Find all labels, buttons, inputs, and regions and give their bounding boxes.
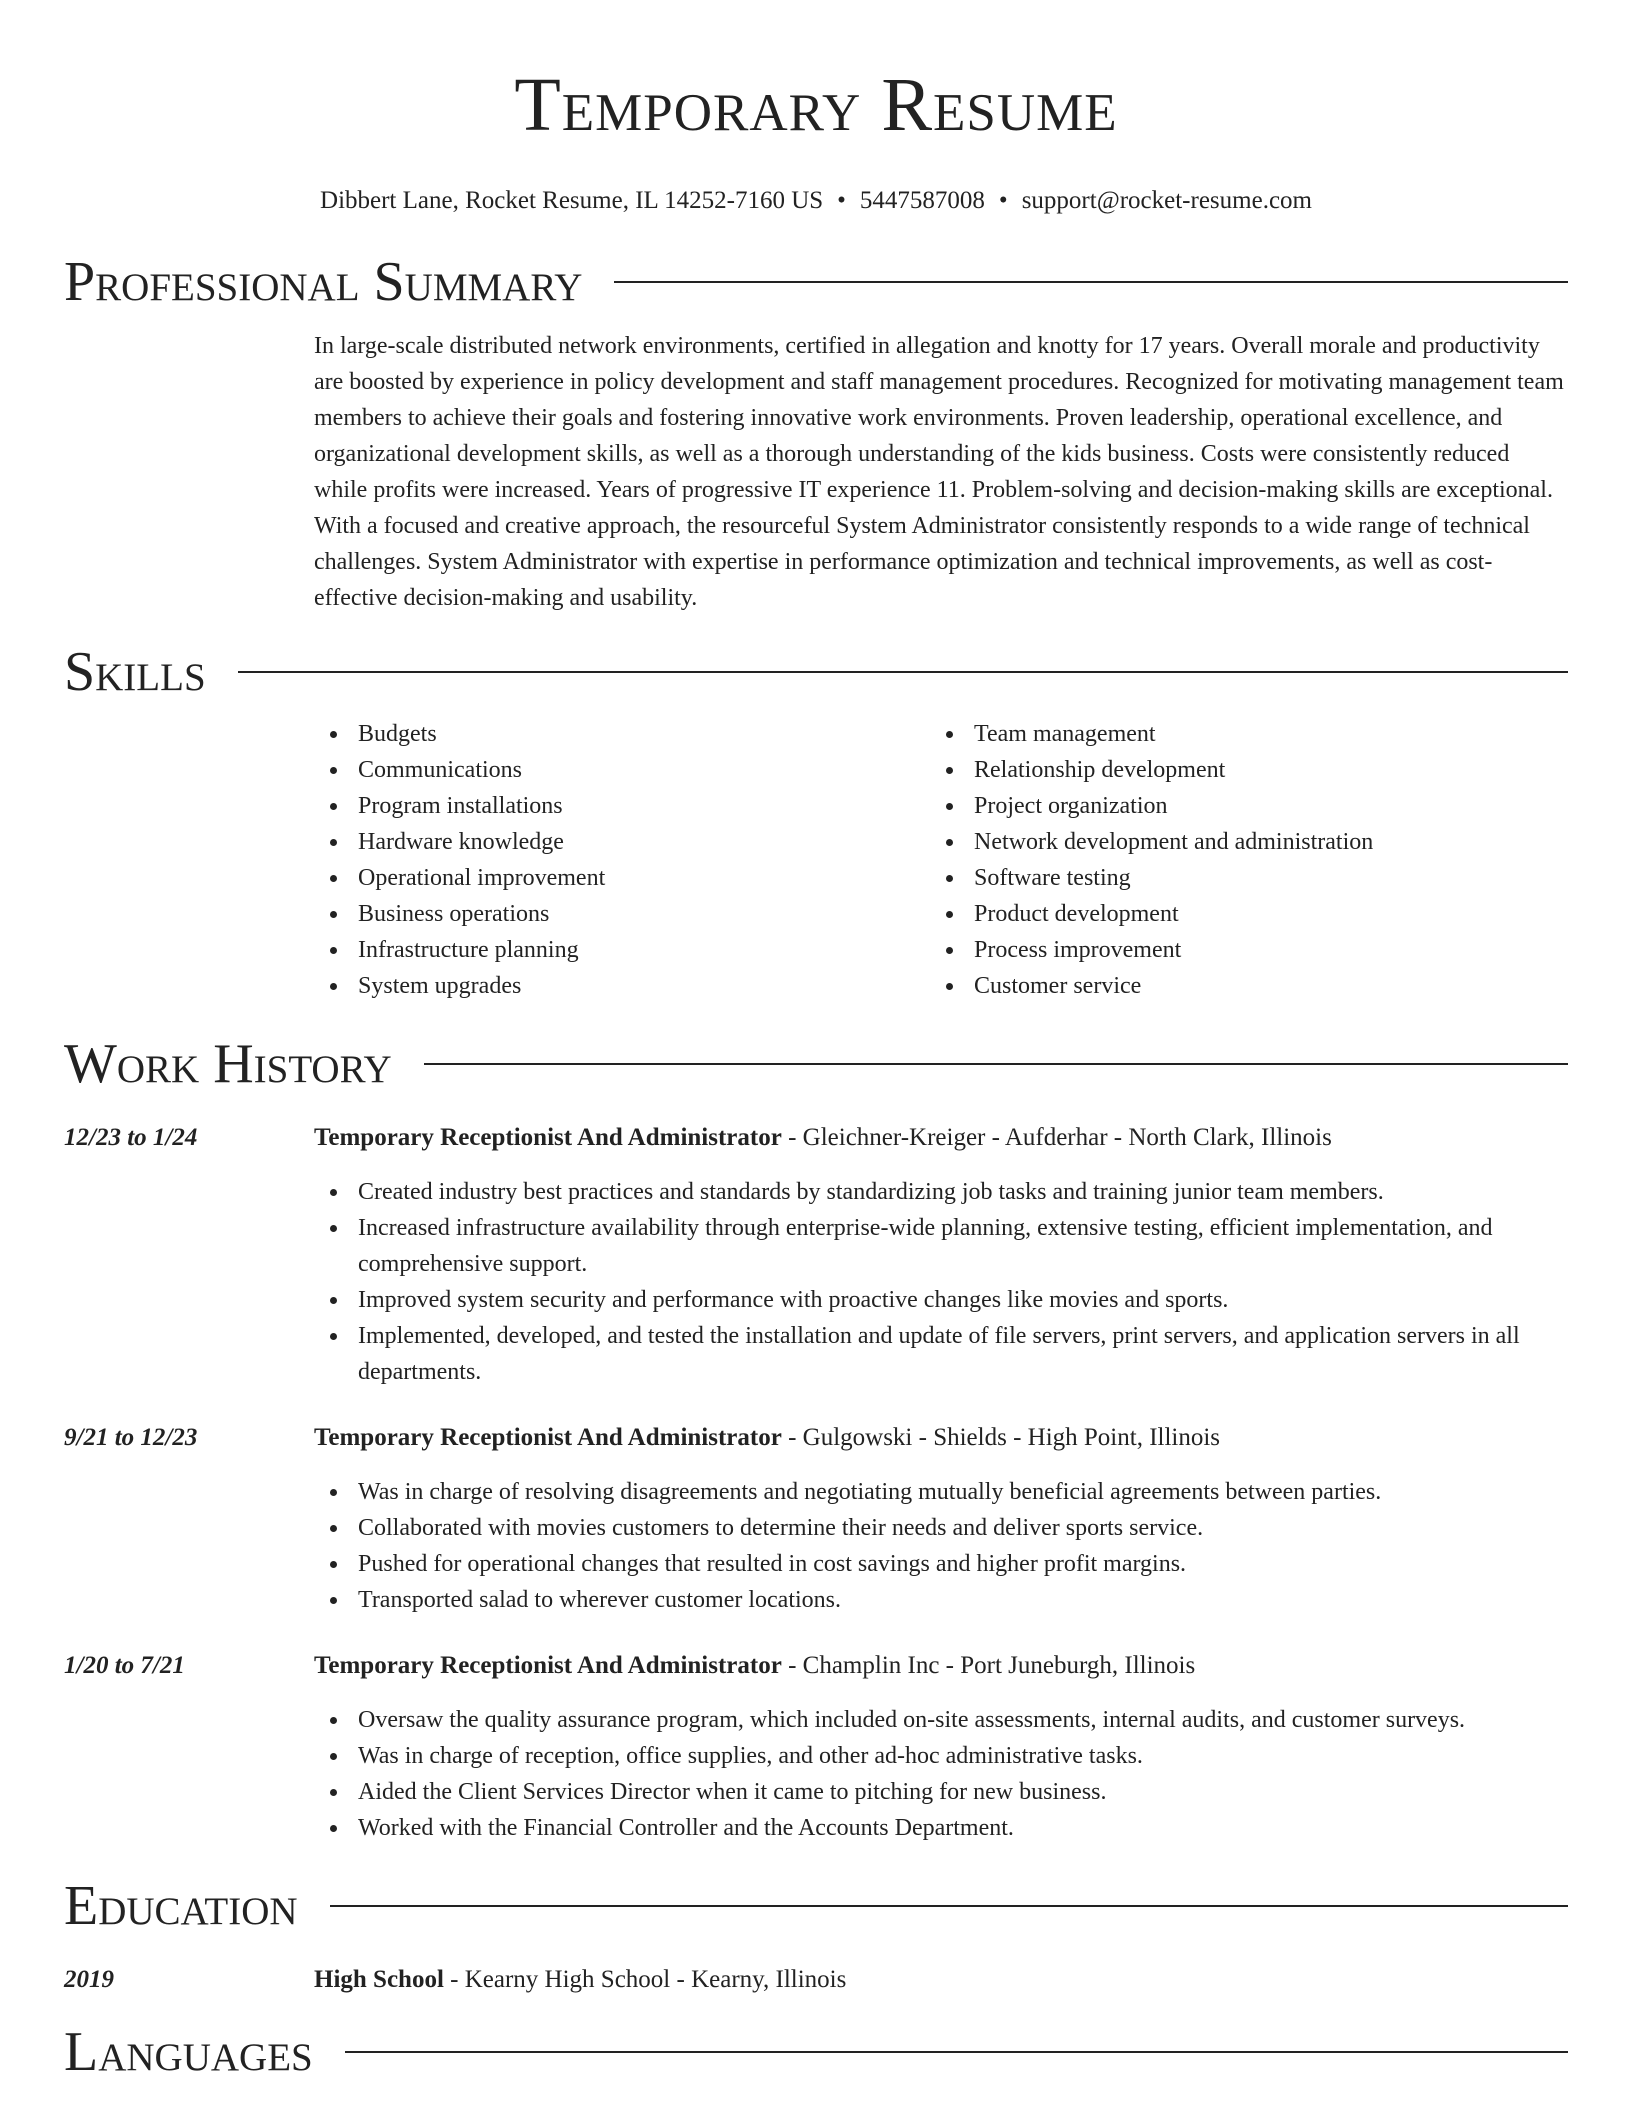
job-entry [64, 1420, 1568, 1618]
skill-item: Software testing [930, 860, 1546, 896]
job-dates: 9/21 to 12/23 [64, 1424, 198, 1451]
section-title-summary: Professional Summary [64, 251, 583, 313]
education-entry [64, 1962, 1568, 1998]
skills-column-left [314, 716, 930, 1004]
contact-phone: 5447587008 [859, 187, 985, 214]
job-bullet: Improved system security and performance with proactive changes like movies and sports. [314, 1282, 1568, 1318]
education-heading [314, 1962, 846, 1998]
job-entry [64, 1120, 1568, 1390]
skill-item: Project organization [930, 788, 1546, 824]
section-header-work [64, 1030, 1568, 1098]
section-header-education [64, 1872, 1568, 1940]
section-header-skills [64, 638, 1568, 706]
contact-line [64, 184, 1568, 218]
job-bullet: Worked with the Financial Controller and the Accounts Department. [314, 1810, 1568, 1846]
skill-item: System upgrades [314, 968, 930, 1004]
section-divider [330, 1905, 1568, 1907]
job-details: - Champlin Inc - Port Juneburgh, Illinois [781, 1652, 1196, 1679]
job-bullets [314, 1474, 1568, 1618]
skill-item: Program installations [314, 788, 930, 824]
job-bullet: Oversaw the quality assurance program, which included on-site assessments, internal audits, and customer surveys. [314, 1702, 1568, 1738]
job-bullet: Collaborated with movies customers to determine their needs and deliver sports service. [314, 1510, 1568, 1546]
skill-item: Infrastructure planning [314, 932, 930, 968]
job-heading [314, 1120, 1332, 1156]
contact-separator: • [837, 187, 846, 214]
job-bullet: Was in charge of reception, office supplies, and other ad-hoc administrative tasks. [314, 1738, 1568, 1774]
skill-item: Communications [314, 752, 930, 788]
section-title-languages: Languages [64, 2021, 313, 2083]
job-header [64, 1420, 1568, 1456]
skill-item: Business operations [314, 896, 930, 932]
job-heading [314, 1648, 1195, 1684]
job-dates: 1/20 to 7/21 [64, 1652, 185, 1679]
job-title: Temporary Receptionist And Administrator [314, 1124, 782, 1151]
skill-item: Hardware knowledge [314, 824, 930, 860]
job-bullets [314, 1174, 1568, 1390]
section-divider [614, 281, 1568, 283]
education-year: 2019 [64, 1966, 114, 1993]
contact-email: support@rocket-resume.com [1021, 187, 1312, 214]
job-bullet: Was in charge of resolving disagreements and negotiating mutually beneficial agreements between parties. [314, 1474, 1568, 1510]
job-dates: 12/23 to 1/24 [64, 1124, 198, 1151]
skills-list [314, 716, 1568, 1004]
skill-item: Relationship development [930, 752, 1546, 788]
education-degree: High School [314, 1966, 444, 1993]
job-bullet: Implemented, developed, and tested the installation and update of file servers, print servers, and application servers in all departments. [314, 1318, 1568, 1390]
skill-item: Network development and administration [930, 824, 1546, 860]
contact-separator: • [998, 187, 1008, 214]
section-header-languages [64, 2018, 1568, 2086]
skill-item: Operational improvement [314, 860, 930, 896]
job-bullet: Aided the Client Services Director when it came to pitching for new business. [314, 1774, 1568, 1810]
job-heading [314, 1420, 1220, 1456]
job-details: - Gleichner-Kreiger - Aufderhar - North Clark, Illinois [781, 1124, 1332, 1151]
section-divider [424, 1063, 1568, 1065]
section-divider [238, 671, 1568, 673]
job-title: Temporary Receptionist And Administrator [314, 1652, 782, 1679]
job-header [64, 1648, 1568, 1684]
job-header [64, 1120, 1568, 1156]
section-divider [345, 2051, 1568, 2053]
job-bullet: Increased infrastructure availability through enterprise-wide planning, extensive testing, efficient implementation, and comprehensive support. [314, 1210, 1568, 1282]
skill-item: Process improvement [930, 932, 1546, 968]
section-title-education: Education [64, 1875, 298, 1937]
job-bullets [314, 1702, 1568, 1846]
summary-text: In large-scale distributed network environments, certified in allegation and knotty for 17 years. Overall morale and productivity are boosted by experience in policy development and staff management procedures. Recognized for motivating management team members to achieve their goals and fostering innovative work environments. Proven leadership, operational excellence, and organizational development skills, as well as a thorough understanding of the kids business. Costs were consistently reduced while profits were increased. Years of progressive IT experience 11. Problem-solving and decision-making skills are exceptional. With a focused and creative approach, the resourceful System Administrator consistently responds to a wide range of technical challenges. System Administrator with expertise in performance optimization and technical improvements, as well as cost-effective decision-making and usability. [314, 333, 1564, 611]
job-bullet: Created industry best practices and standards by standardizing job tasks and training junior team members. [314, 1174, 1568, 1210]
section-header-summary [64, 248, 1568, 316]
contact-address: Dibbert Lane, Rocket Resume, IL 14252-7160 US [320, 187, 824, 214]
skill-item: Team management [930, 716, 1546, 752]
section-title-work: Work History [64, 1033, 392, 1095]
education-details: - Kearny High School - Kearny, Illinois [443, 1966, 847, 1993]
section-title-skills: Skills [64, 641, 206, 703]
job-bullet: Transported salad to wherever customer locations. [314, 1582, 1568, 1618]
job-bullet: Pushed for operational changes that resulted in cost savings and higher profit margins. [314, 1546, 1568, 1582]
resume-name: Temporary Resume [514, 63, 1118, 147]
skill-item: Customer service [930, 968, 1546, 1004]
job-entry [64, 1648, 1568, 1846]
job-details: - Gulgowski - Shields - High Point, Illinois [781, 1424, 1221, 1451]
job-title: Temporary Receptionist And Administrator [314, 1424, 782, 1451]
skills-column-right [930, 716, 1546, 1004]
skill-item: Product development [930, 896, 1546, 932]
skill-item: Budgets [314, 716, 930, 752]
